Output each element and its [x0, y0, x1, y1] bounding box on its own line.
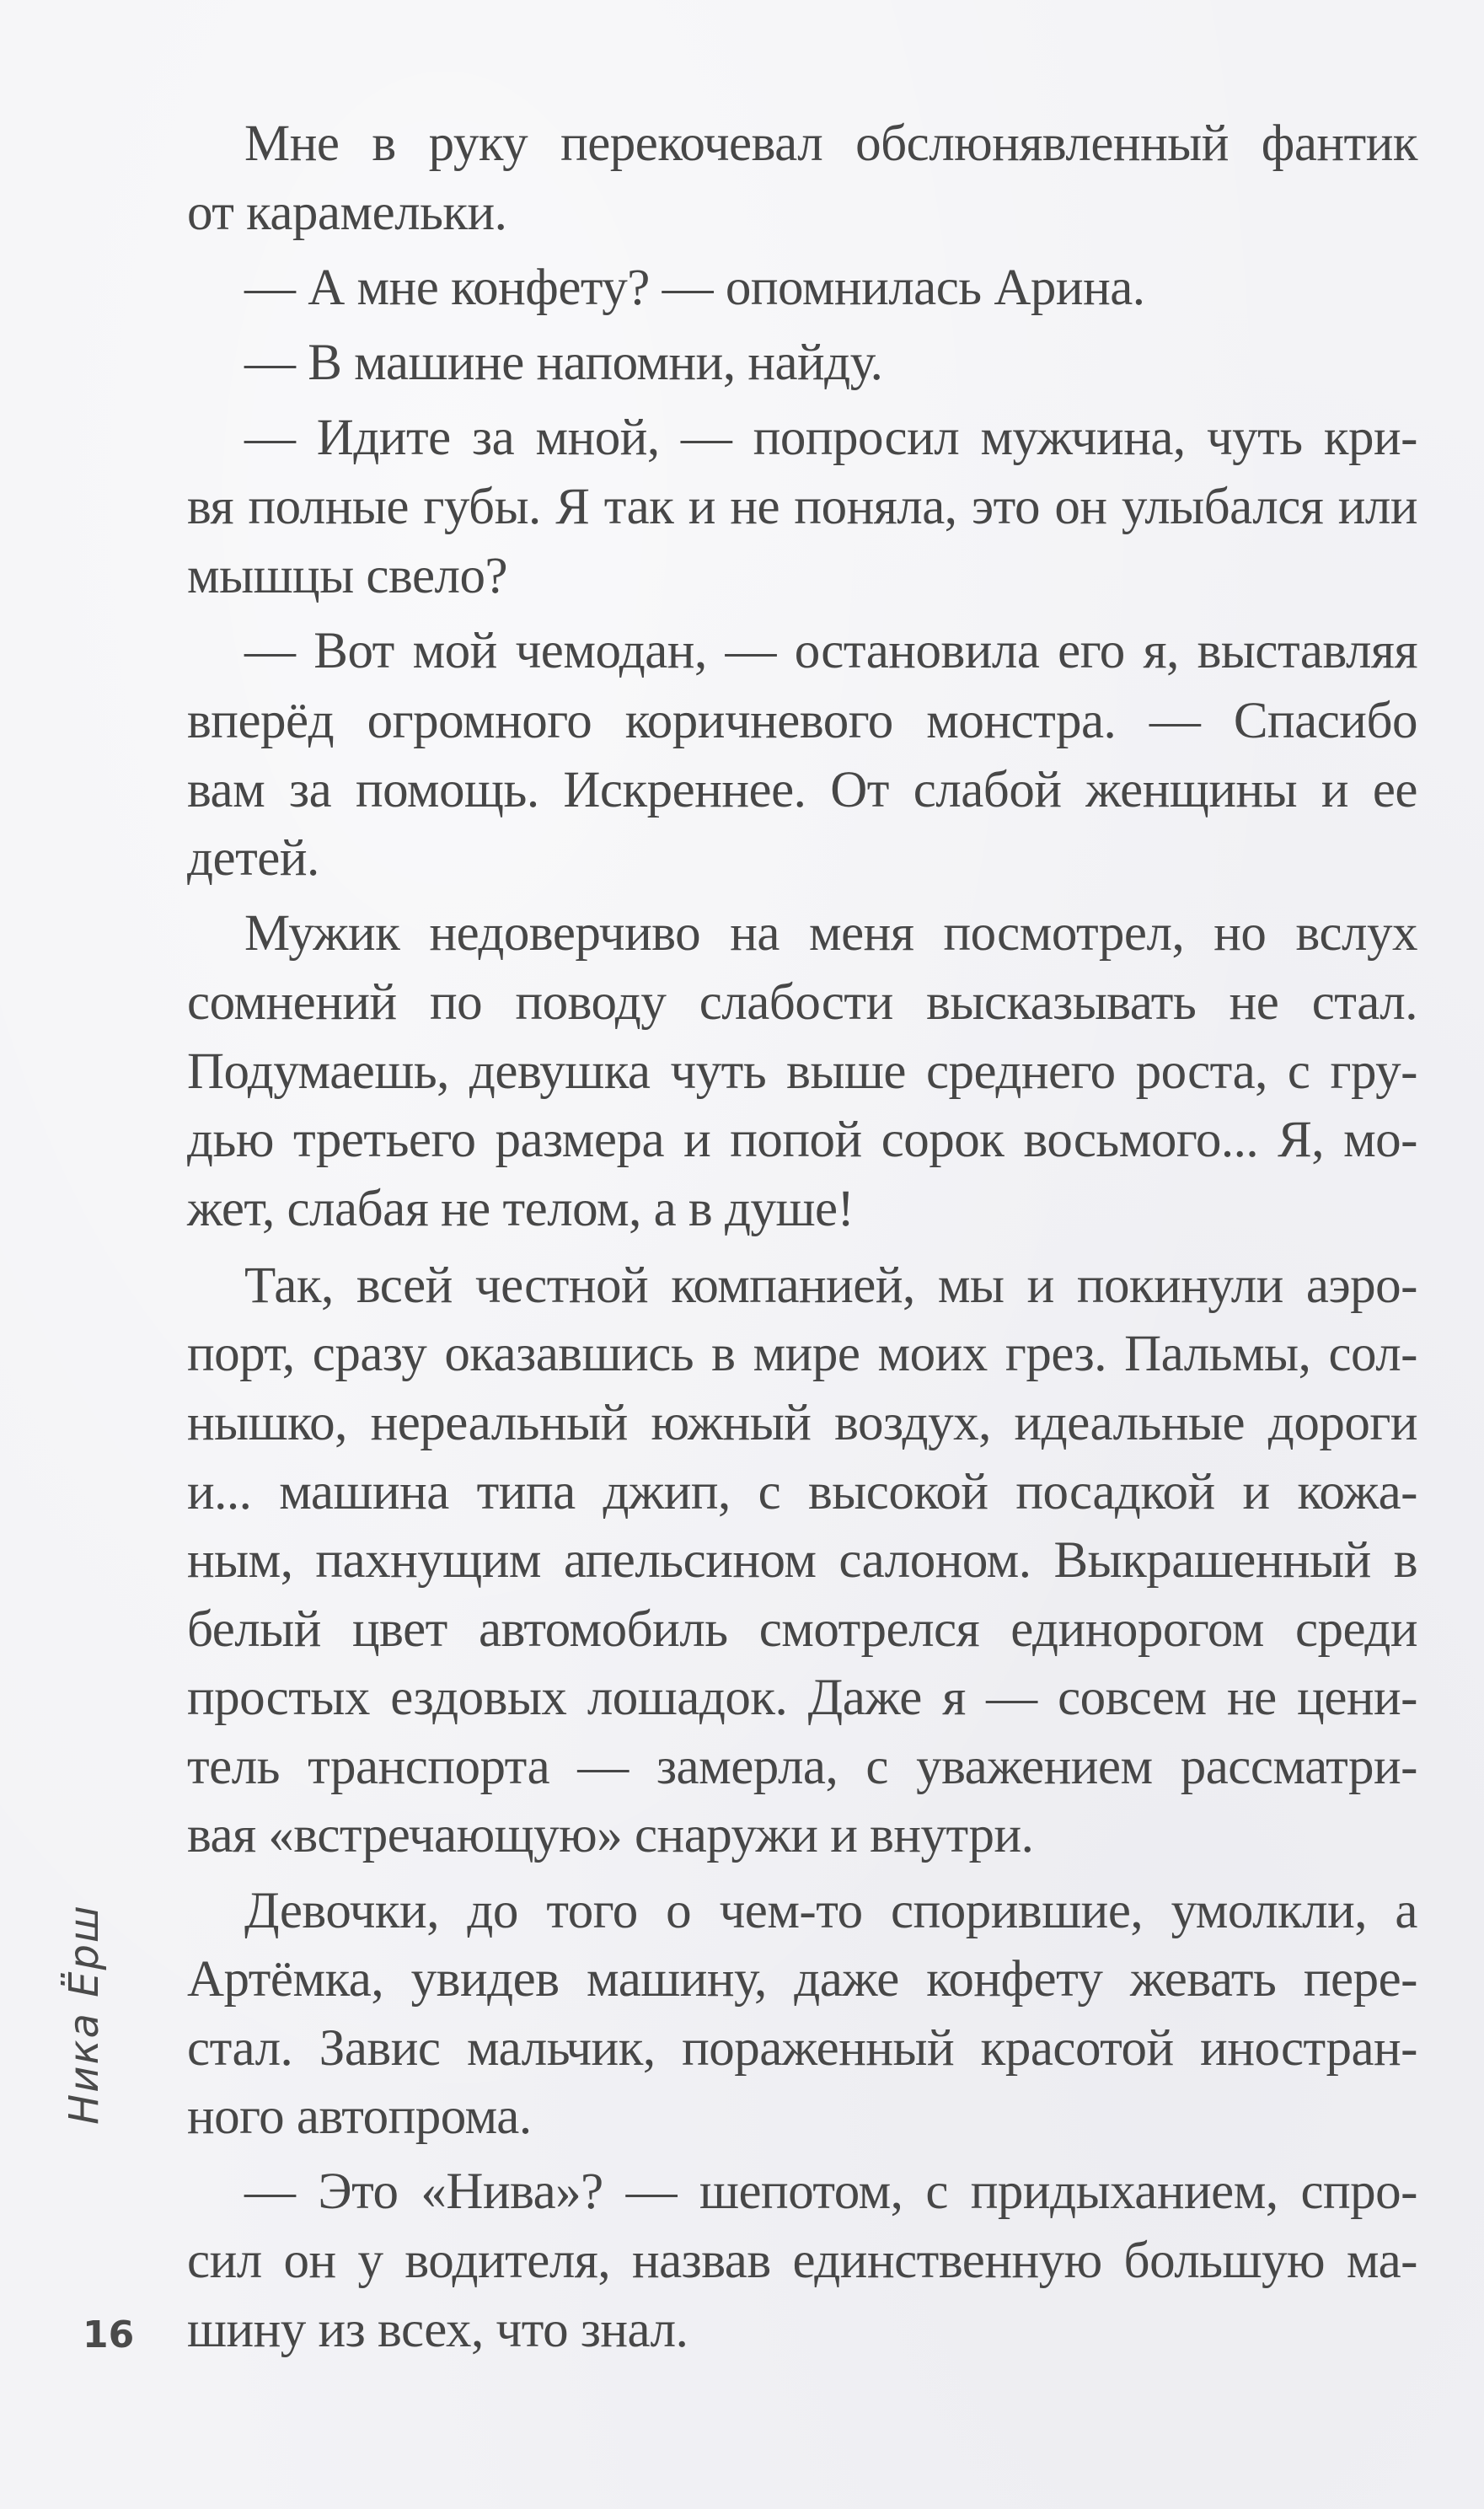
text-line: — Вот мой чемодан, — остановила его я, выставляя: [244, 623, 1417, 679]
text-line: тель транспорта — замерла, с уважением рассматри-: [187, 1739, 1417, 1795]
text-line: — Это «Нива»? — шепотом, с придыханием, спро-: [244, 2163, 1417, 2220]
text-line: нышко, нереальный южный воздух, идеальные дороги: [187, 1395, 1417, 1451]
text-line: Так, всей честной компанией, мы и покинули аэро-: [244, 1257, 1417, 1314]
text-line: ным, пахнущим апельсином салоном. Выкрашенный в: [187, 1532, 1417, 1589]
text-line: от карамельки.: [187, 185, 507, 241]
text-line: вая «встречающую» снаружи и внутри.: [187, 1807, 1034, 1863]
text-line: сомнений по поводу слабости высказывать не стал.: [187, 974, 1417, 1031]
text-line: стал. Завис мальчик, пораженный красотой иностран-: [187, 2020, 1417, 2077]
text-line: — А мне конфету? — опомнилась Арина.: [244, 260, 1145, 316]
page-number: 16: [83, 2313, 135, 2356]
text-line: мышцы свело?: [187, 548, 508, 604]
text-line: шину из всех, что знал.: [187, 2302, 688, 2358]
text-line: ного автопрома.: [187, 2088, 532, 2145]
text-line: детей.: [187, 830, 319, 887]
text-line: Артёмка, увидев машину, даже конфету жевать пере-: [187, 1951, 1417, 2008]
text-line: вя полные губы. Я так и не поняла, это он улыбался или: [187, 479, 1417, 535]
text-line: — Идите за мной, — попросил мужчина, чуть кри-: [244, 410, 1417, 466]
text-line: порт, сразу оказавшись в мире моих грез. Пальмы, сол-: [187, 1326, 1417, 1382]
text-line: Мне в руку перекочевал обслюнявленный фантик: [244, 115, 1417, 172]
text-line: и... машина типа джип, с высокой посадкой и кожа-: [187, 1464, 1417, 1520]
text-line: простых ездовых лошадок. Даже я — совсем не цени-: [187, 1670, 1417, 1726]
text-line: жет, слабая не телом, а в душе!: [187, 1181, 855, 1237]
text-line: Мужик недоверчиво на меня посмотрел, но вслух: [244, 905, 1417, 962]
text-line: Подумаешь, девушка чуть выше среднего роста, с гру-: [187, 1043, 1417, 1100]
running-head: [51, 1837, 118, 2191]
author-name: Ника Ёрш: [61, 1904, 108, 2125]
text-line: белый цвет автомобиль смотрелся единорогом среди: [187, 1601, 1417, 1658]
text-line: дью третьего размера и попой сорок восьмого... Я, мо-: [187, 1112, 1417, 1168]
text-line: Девочки, до того о чем-то спорившие, умолкли, а: [244, 1883, 1417, 1939]
text-line: — В машине напомни, найду.: [244, 335, 883, 391]
text-line: вперёд огромного коричневого монстра. — Спасибо: [187, 693, 1417, 749]
text-line: вам за помощь. Искреннее. От слабой женщины и ее: [187, 762, 1417, 818]
text-line: сил он у водителя, назвав единственную большую ма-: [187, 2233, 1417, 2289]
